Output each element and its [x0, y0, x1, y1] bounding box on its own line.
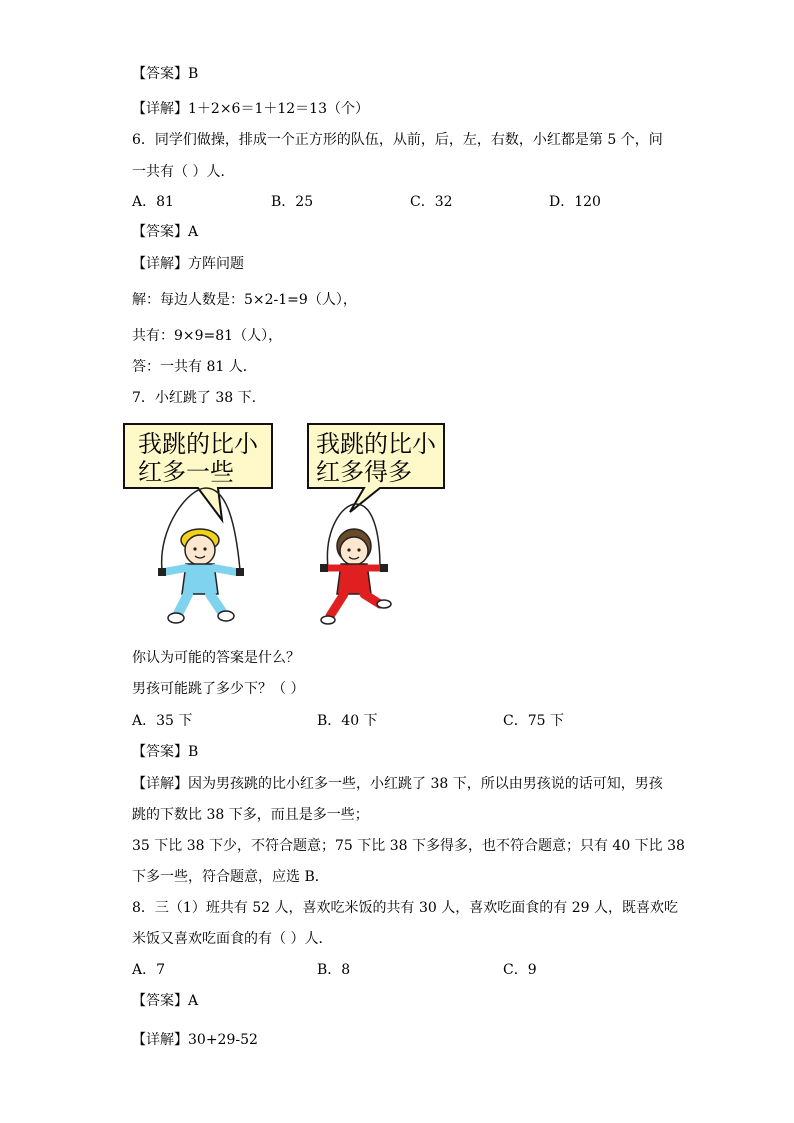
- boy-figure: [158, 488, 244, 623]
- q8-answer: 【答案】A: [132, 993, 199, 1009]
- q8-option-b: B．8: [317, 962, 351, 978]
- boy-legs: [178, 594, 222, 614]
- q6-solution-line2: 共有：9×9=81（人），: [132, 328, 283, 344]
- jump-rope-illustration: [118, 418, 458, 633]
- bubble-left-line2: 红多一些: [138, 458, 234, 486]
- bubble-left-line1: 我跳的比小: [138, 430, 258, 458]
- q6-stem-line2: 一共有（ ）人．: [132, 164, 235, 180]
- q7-detail-line1: 【详解】因为男孩跳的比小红多一些，小红跳了 38 下，所以由男孩说的话可知，男孩: [132, 776, 663, 792]
- q6-option-d: D．120: [549, 194, 601, 210]
- q8-stem-line2: 米饭又喜欢吃面食的有（ ）人．: [132, 931, 333, 947]
- q7-option-b: B．40 下: [317, 713, 378, 729]
- q8-stem-line1: 8．三（1）班共有 52 人，喜欢吃米饭的共有 30 人，喜欢吃面食的有 29 人，既喜欢吃: [132, 900, 678, 916]
- girl-head: [340, 537, 368, 565]
- q6-solution-line1: 解：每边人数是：5×2-1=9（人），: [132, 292, 357, 308]
- q6-detail: 【详解】方阵问题: [132, 256, 244, 272]
- jump-rope-svg: [118, 418, 458, 633]
- q7-detail-line4: 下多一些，符合题意，应选 B．: [132, 869, 329, 885]
- q6-stem-line1: 6．同学们做操，排成一个正方形的队伍，从前，后，左，右数，小红都是第 5 个，问: [132, 132, 663, 148]
- q7-option-a: A．35 下: [132, 713, 193, 729]
- boy-head: [185, 535, 215, 565]
- q8-detail: 【详解】30+29-52: [132, 1032, 258, 1048]
- girl-legs: [330, 594, 380, 616]
- q7-detail-line3: 35 下比 38 下少，不符合题意；75 下比 38 下多得多，也不符合题意；只有 40 下比 38: [132, 838, 685, 854]
- q6-option-a: A．81: [132, 194, 174, 210]
- q6-option-c: C．32: [410, 194, 453, 210]
- q5-answer: 【答案】B: [132, 66, 199, 82]
- girl-figure: [320, 504, 391, 624]
- q7-question-b: 男孩可能跳了多少下？（ ）: [132, 681, 305, 697]
- q6-option-b: B．25: [271, 194, 314, 210]
- q8-option-a: A．7: [132, 962, 166, 978]
- q7-option-c: C．75 下: [503, 713, 564, 729]
- q7-answer: 【答案】B: [132, 744, 199, 760]
- bubble-right-line1: 我跳的比小: [316, 430, 436, 458]
- q8-option-c: C．9: [503, 962, 537, 978]
- q6-answer: 【答案】A: [132, 224, 199, 240]
- q7-stem: 7．小红跳了 38 下.: [132, 390, 257, 406]
- boy-arm-right: [214, 568, 236, 572]
- q7-detail-line2: 跳的下数比 38 下多，而且是多一些；: [132, 807, 369, 823]
- q7-question-a: 你认为可能的答案是什么？: [132, 650, 300, 666]
- q6-solution-line3: 答：一共有 81 人．: [132, 359, 257, 375]
- bubble-right-line2: 红多得多: [316, 458, 412, 486]
- boy-arm-left: [164, 568, 186, 572]
- q5-detail: 【详解】1＋2×6＝1＋12＝13（个）: [132, 101, 369, 117]
